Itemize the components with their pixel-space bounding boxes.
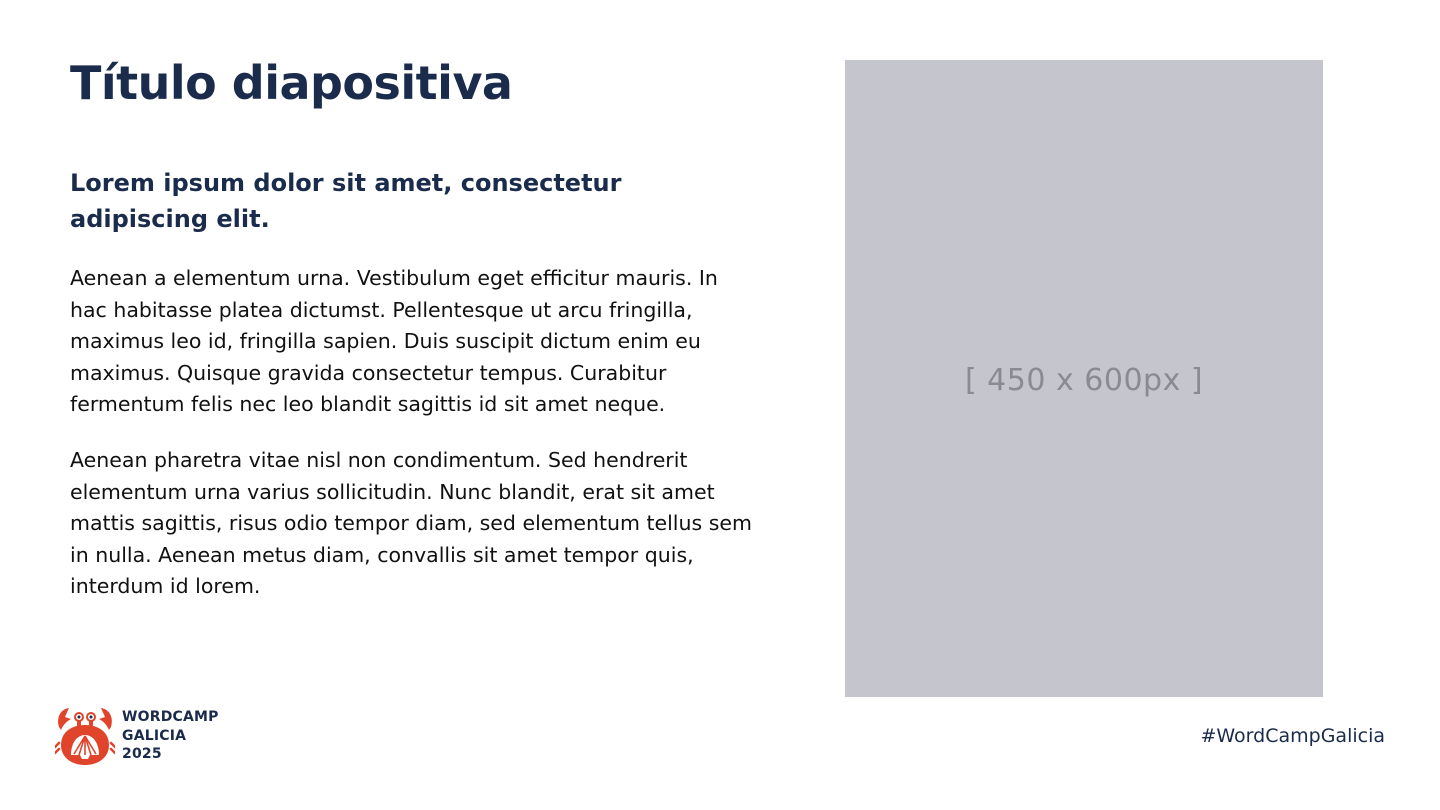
slide-subtitle: Lorem ipsum dolor sit amet, consectetur adipiscing elit. <box>70 169 622 233</box>
slide-title: Título diapositiva <box>70 56 513 110</box>
image-placeholder-label: [ 450 x 600px ] <box>964 363 1204 398</box>
logo-line-year: 2025 <box>122 746 162 763</box>
wordcamp-galicia-logo <box>55 705 219 767</box>
logo-wordmark <box>122 708 219 764</box>
event-hashtag: #WordCampGalicia <box>1200 725 1385 747</box>
body-paragraph-2: Aenean pharetra vitae nisl non condimentum. Sed hendrerit elementum urna varius sollicitudin. Nunc blandit, erat sit amet mattis sagittis, risus odio tempor diam, sed elementum tellus sem in nulla. Aenean metus diam, convallis sit amet tempor quis, interdum id lorem. <box>70 447 752 599</box>
body-paragraph-1: Aenean a elementum urna. Vestibulum eget efficitur mauris. In hac habitasse platea dictumst. Pellentesque ut arcu fringilla, maximus leo id, fringilla sapien. Duis suscipit dictum enim eu maximus. Quisque gravida consectetur tempus. Curabitur fermentum felis nec leo blandit sagittis id sit amet neque. <box>70 266 718 417</box>
logo-line-galicia: GALICIA <box>122 727 187 744</box>
logo-line-wordcamp: WORDCAMP <box>122 709 219 726</box>
image-placeholder <box>845 60 1323 697</box>
crab-scallop-logo-icon <box>55 705 115 767</box>
text-column <box>70 165 760 603</box>
